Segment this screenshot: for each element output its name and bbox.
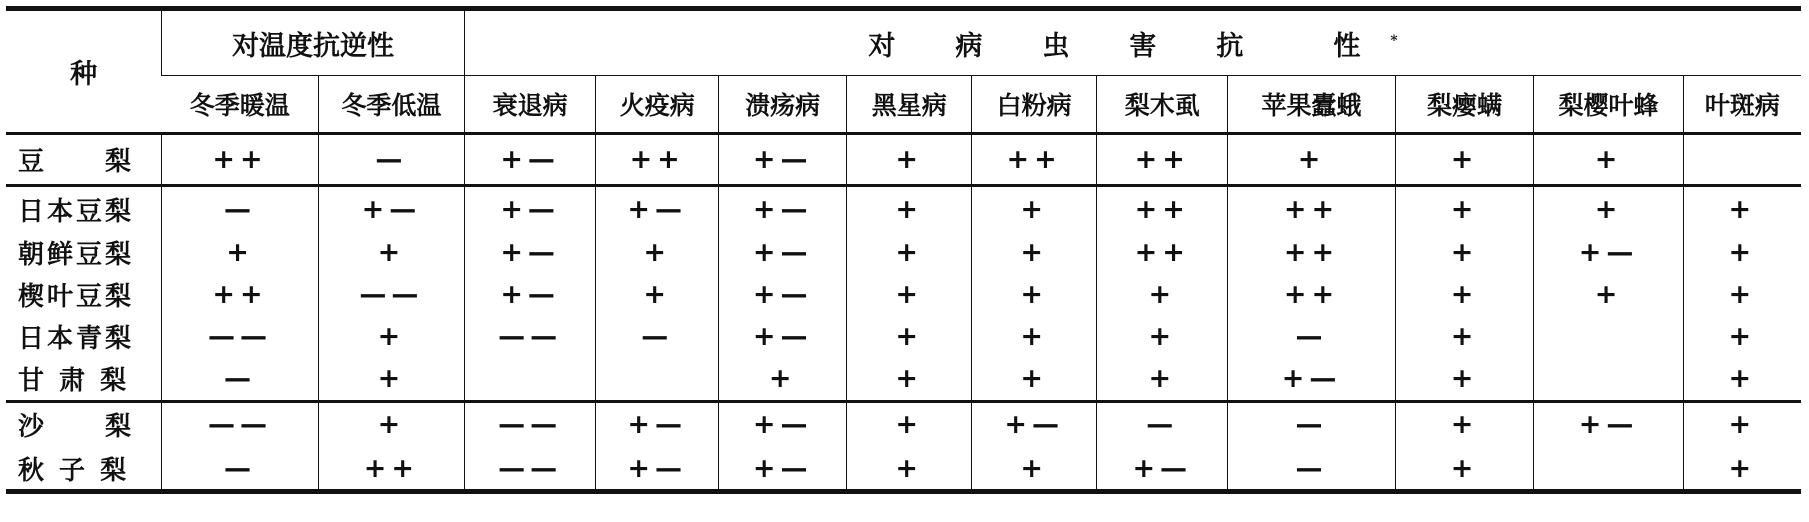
resistance-cell — [1683, 447, 1801, 492]
resistance-cell — [464, 316, 595, 358]
resistance-value: + — [895, 279, 924, 310]
species-name: 沙 梨 — [6, 401, 162, 447]
header-row-columns — [6, 76, 1801, 134]
resistance-value: + — [1148, 279, 1177, 310]
resistance-cell — [1097, 134, 1228, 186]
resistance-cell — [162, 186, 319, 232]
resistance-cell — [1395, 186, 1534, 232]
resistance-value: +— — [752, 452, 813, 484]
resistance-cell — [162, 316, 319, 358]
resistance-cell — [972, 274, 1097, 316]
resistance-cell — [1228, 358, 1395, 402]
resistance-value: +— — [500, 237, 560, 268]
resistance-value: +— — [1132, 452, 1193, 484]
species-name: 朝鲜豆梨 — [18, 240, 135, 270]
resistance-cell — [972, 401, 1097, 447]
resistance-cell — [1683, 274, 1801, 316]
resistance-value: — — [1295, 409, 1328, 441]
table-row — [6, 186, 1801, 232]
resistance-cell — [464, 134, 595, 186]
resistance-cell — [318, 316, 464, 358]
resistance-value: + — [643, 237, 671, 268]
resistance-value: + — [1728, 363, 1757, 394]
resistance-cell — [1683, 316, 1801, 358]
resistance-cell — [318, 447, 464, 492]
resistance-cell — [1395, 358, 1534, 402]
resistance-cell — [719, 401, 847, 447]
resistance-cell — [1534, 134, 1683, 186]
resistance-value: + — [895, 409, 924, 441]
resistance-value: + — [1020, 237, 1048, 268]
resistance-value: ++ — [1283, 193, 1340, 225]
resistance-cell — [1534, 274, 1683, 316]
resistance-cell — [847, 447, 972, 492]
resistance-cell — [162, 401, 319, 447]
resistance-value: ++ — [212, 144, 268, 175]
resistance-cell — [719, 232, 847, 274]
resistance-cell — [1395, 232, 1534, 274]
resistance-value: + — [895, 363, 924, 394]
resistance-value: + — [1450, 409, 1479, 441]
resistance-value: + — [768, 363, 797, 394]
resistance-value: + — [1594, 193, 1623, 225]
resistance-value: — — [224, 193, 256, 225]
resistance-cell — [596, 316, 719, 358]
resistance-value: + — [895, 321, 924, 352]
resistance-value: +— — [752, 144, 813, 175]
resistance-cell — [1228, 186, 1395, 232]
resistance-value: ++ — [1134, 193, 1190, 225]
resistance-cell — [1097, 274, 1228, 316]
resistance-value: + — [1728, 237, 1757, 268]
resistance-cell — [596, 186, 719, 232]
resistance-value: + — [1450, 193, 1479, 225]
resistance-cell — [318, 232, 464, 274]
resistance-value: + — [1450, 279, 1479, 310]
resistance-cell — [1683, 401, 1801, 447]
resistance-cell — [162, 232, 319, 274]
resistance-cell — [1395, 447, 1534, 492]
column-header: 冬季暖温 — [162, 76, 319, 134]
resistance-cell — [464, 401, 595, 447]
resistance-value: —— — [208, 321, 272, 352]
resistance-cell — [1228, 316, 1395, 358]
column-header: 溃疡病 — [719, 76, 847, 134]
resistance-value: +— — [500, 193, 560, 225]
table-row — [6, 274, 1801, 316]
resistance-cell — [1395, 134, 1534, 186]
resistance-cell — [972, 232, 1097, 274]
resistance-value: —— — [498, 452, 563, 484]
resistance-value: + — [1728, 321, 1757, 352]
resistance-value: + — [1728, 193, 1757, 225]
resistance-cell — [1097, 358, 1228, 402]
resistance-value: — — [224, 452, 256, 484]
resistance-cell — [847, 134, 972, 186]
resistance-value: +— — [1281, 363, 1342, 394]
resistance-value: — — [1146, 409, 1179, 441]
resistance-cell — [847, 232, 972, 274]
resistance-cell — [318, 401, 464, 447]
species-name: 楔叶豆梨 — [18, 282, 135, 312]
resistance-value: +— — [1578, 237, 1639, 268]
resistance-cell — [162, 447, 319, 492]
disease-group-char: 抗 — [1216, 30, 1244, 62]
column-header: 苹果蠹蛾 — [1228, 76, 1395, 134]
resistance-cell — [1228, 232, 1395, 274]
resistance-cell — [1683, 358, 1801, 402]
resistance-cell — [162, 358, 319, 402]
resistance-value: + — [1020, 279, 1048, 310]
resistance-cell — [318, 186, 464, 232]
resistance-cell — [596, 232, 719, 274]
species-name: 秋 子 梨 — [18, 455, 130, 486]
resistance-value: + — [1728, 409, 1757, 441]
table-row — [6, 447, 1801, 492]
resistance-cell — [719, 358, 847, 402]
resistance-value: + — [1020, 321, 1048, 352]
resistance-value: — — [641, 321, 674, 352]
column-header: 白粉病 — [972, 76, 1097, 134]
temperature-group-header: 对温度抗逆性 — [162, 9, 465, 76]
resistance-value: + — [1728, 279, 1757, 310]
resistance-value: ++ — [1283, 279, 1340, 310]
resistance-cell — [719, 186, 847, 232]
resistance-cell — [719, 316, 847, 358]
resistance-cell — [972, 447, 1097, 492]
resistance-value: + — [895, 452, 924, 484]
resistance-cell — [847, 186, 972, 232]
resistance-value: + — [377, 237, 406, 268]
disease-group-char: 对 — [868, 30, 896, 62]
resistance-cell — [1228, 134, 1395, 186]
resistance-cell — [1395, 274, 1534, 316]
disease-group-char: 性 * — [1333, 30, 1398, 62]
resistance-value: ++ — [1006, 144, 1062, 175]
resistance-cell — [1395, 316, 1534, 358]
resistance-value: + — [1020, 193, 1048, 225]
table-row — [6, 134, 1801, 186]
header-row-groups — [6, 9, 1801, 76]
column-header: 叶斑病 — [1683, 76, 1801, 134]
resistance-cell — [719, 447, 847, 492]
resistance-value: — — [1295, 321, 1328, 352]
resistance-value: ++ — [629, 144, 685, 175]
column-header: 衰退病 — [464, 76, 595, 134]
resistance-value: ++ — [212, 279, 268, 310]
resistance-value: +— — [752, 193, 813, 225]
resistance-value: + — [1450, 321, 1479, 352]
disease-group-char: 虫 — [1042, 30, 1070, 62]
resistance-cell — [1228, 401, 1395, 447]
resistance-cell — [318, 274, 464, 316]
resistance-cell — [972, 358, 1097, 402]
resistance-cell — [847, 358, 972, 402]
resistance-cell — [1097, 232, 1228, 274]
resistance-cell — [464, 274, 595, 316]
resistance-value: + — [1020, 363, 1048, 394]
resistance-cell — [1097, 186, 1228, 232]
resistance-cell — [719, 134, 847, 186]
resistance-value: + — [1450, 452, 1479, 484]
resistance-cell — [464, 186, 595, 232]
resistance-cell — [318, 134, 464, 186]
resistance-value: + — [1728, 452, 1757, 484]
resistance-cell — [972, 134, 1097, 186]
column-header: 火疫病 — [596, 76, 719, 134]
resistance-value: + — [1020, 452, 1048, 484]
resistance-value: +— — [1578, 409, 1639, 441]
resistance-cell — [464, 232, 595, 274]
resistance-value: — — [1295, 452, 1328, 484]
species-name: 日本青梨 — [18, 324, 135, 354]
resistance-cell — [1228, 274, 1395, 316]
resistance-value: + — [1297, 144, 1326, 175]
resistance-value: + — [1450, 363, 1479, 394]
resistance-cell — [464, 358, 595, 402]
column-header: 冬季低温 — [318, 76, 464, 134]
resistance-value: +— — [361, 193, 422, 225]
resistance-cell — [1395, 401, 1534, 447]
resistance-cell — [1683, 134, 1801, 186]
resistance-value: + — [895, 193, 924, 225]
species-name: 日本豆梨 — [6, 186, 162, 232]
resistance-value: —— — [208, 409, 272, 441]
column-header: 梨木虱 — [1097, 76, 1228, 134]
column-header: 梨瘿螨 — [1395, 76, 1534, 134]
resistance-cell — [596, 401, 719, 447]
resistance-value: +— — [752, 409, 813, 441]
resistance-value: + — [895, 237, 924, 268]
resistance-cell — [719, 274, 847, 316]
resistance-value: —— — [498, 321, 563, 352]
resistance-value: — — [224, 363, 256, 394]
resistance-cell — [847, 274, 972, 316]
resistance-cell — [1534, 401, 1683, 447]
footnote-mark: * — [1390, 32, 1398, 49]
resistance-value: +— — [627, 409, 687, 441]
resistance-cell — [1534, 447, 1683, 492]
species-name: 甘 肃 梨 — [18, 366, 130, 396]
table-row — [6, 401, 1801, 447]
resistance-value: — — [375, 144, 408, 175]
resistance-cell — [1097, 401, 1228, 447]
resistance-value: ++ — [1134, 144, 1190, 175]
resistance-value: + — [1148, 321, 1177, 352]
table-row — [6, 232, 1801, 274]
resistance-table — [6, 6, 1801, 494]
table-body — [6, 134, 1801, 492]
table-row — [6, 358, 1801, 402]
species-header: 种 — [6, 9, 162, 134]
resistance-value: +— — [500, 144, 560, 175]
resistance-cell — [596, 358, 719, 402]
resistance-value: + — [377, 409, 406, 441]
resistance-value: ++ — [363, 452, 420, 484]
resistance-cell — [1097, 447, 1228, 492]
resistance-value: ++ — [1134, 237, 1190, 268]
resistance-value: + — [1450, 237, 1479, 268]
resistance-cell — [596, 274, 719, 316]
resistance-cell — [596, 447, 719, 492]
resistance-cell — [1534, 232, 1683, 274]
resistance-cell — [162, 134, 319, 186]
column-header: 黑星病 — [847, 76, 972, 134]
resistance-value: +— — [500, 279, 560, 310]
resistance-value: —— — [498, 409, 563, 441]
resistance-value: + — [1450, 144, 1479, 175]
resistance-value: + — [643, 279, 671, 310]
resistance-value: + — [377, 363, 406, 394]
resistance-cell — [972, 316, 1097, 358]
resistance-value: +— — [1004, 409, 1064, 441]
disease-group-header — [464, 9, 1801, 76]
resistance-cell — [1228, 447, 1395, 492]
table-row — [6, 316, 1801, 358]
resistance-value: +— — [752, 237, 813, 268]
resistance-value: +— — [752, 321, 813, 352]
resistance-value: + — [895, 144, 924, 175]
resistance-value: ++ — [1283, 237, 1340, 268]
resistance-value: +— — [627, 452, 687, 484]
resistance-cell — [1534, 186, 1683, 232]
resistance-cell — [162, 274, 319, 316]
resistance-cell — [847, 316, 972, 358]
resistance-cell — [318, 358, 464, 402]
resistance-cell — [847, 401, 972, 447]
resistance-cell — [1534, 358, 1683, 402]
species-name: 豆 梨 — [18, 147, 135, 177]
resistance-table-container — [6, 6, 1801, 494]
resistance-value: —— — [359, 279, 424, 310]
resistance-cell — [1683, 232, 1801, 274]
resistance-value: + — [1594, 144, 1623, 175]
resistance-cell — [972, 186, 1097, 232]
resistance-cell — [1097, 316, 1228, 358]
disease-group-char: 害 — [1129, 30, 1157, 62]
resistance-cell — [1683, 186, 1801, 232]
resistance-cell — [464, 447, 595, 492]
resistance-value: + — [1148, 363, 1177, 394]
resistance-value: +— — [752, 279, 813, 310]
resistance-value: + — [377, 321, 406, 352]
resistance-cell — [596, 134, 719, 186]
resistance-value: + — [1594, 279, 1623, 310]
resistance-value: + — [226, 237, 254, 268]
resistance-cell — [1534, 316, 1683, 358]
column-header: 梨樱叶蜂 — [1534, 76, 1683, 134]
disease-group-char: 病 — [955, 30, 983, 62]
resistance-value: +— — [627, 193, 687, 225]
